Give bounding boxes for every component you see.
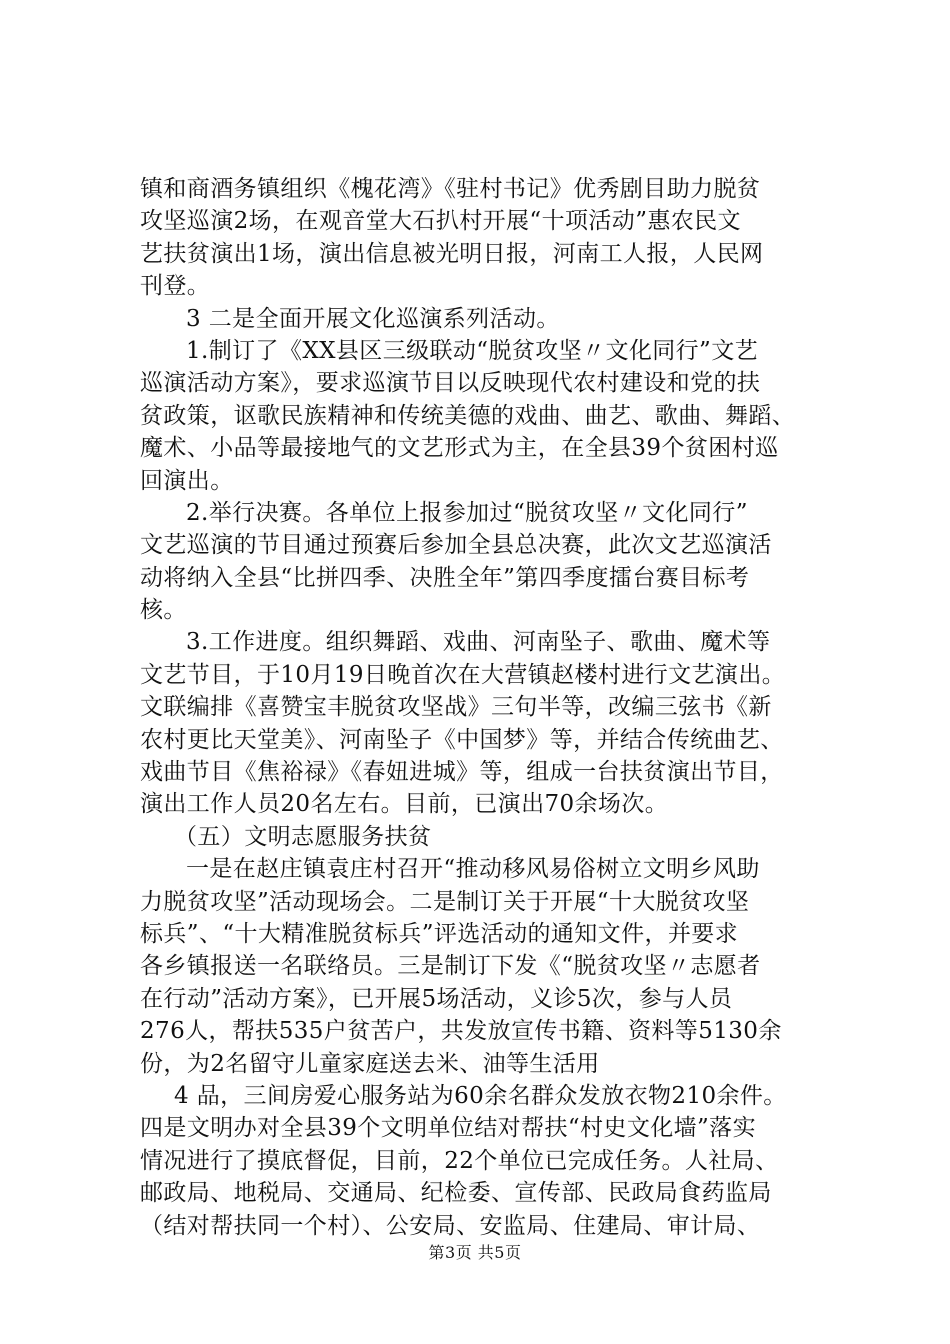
text-line: 1.制订了《XX县区三级联动“脱贫攻坚〃文化同行”文艺 (186, 337, 759, 364)
page-footer: 第3页 共5页 (428, 1243, 522, 1262)
text-line: 一是在赵庄镇袁庄村召开“推动移风易俗树立文明乡风助 (186, 856, 760, 883)
text-line: 文联编排《喜赞宝丰脱贫攻坚战》三句半等，改编三弦书《新 (140, 694, 772, 721)
text-line: 刊登。 (140, 273, 211, 300)
text-line: 276人，帮扶535户贫苦户，共发放宣传书籍、资料等5130余 (140, 1018, 782, 1045)
text-line: （结对帮扶同一个村）、公安局、安监局、住建局、审计局、 (140, 1212, 761, 1239)
text-line: 2.举行决赛。各单位上报参加过“脱贫攻坚〃文化同行” (186, 499, 748, 526)
text-line: 3 二是全面开展文化巡演系列活动。 (186, 305, 560, 332)
text-line: 文艺节目，于10月19日晚首次在大营镇赵楼村进行文艺演出。 (140, 661, 786, 688)
text-line: 核。 (140, 597, 187, 624)
body-text (140, 173, 855, 1242)
text-line: 情况进行了摸底督促，目前，22个单位已完成任务。人社局、 (140, 1147, 779, 1174)
text-line: 动将纳入全县“比拼四季、决胜全年”第四季度擂台赛目标考 (140, 564, 750, 591)
text-line: 镇和商酒务镇组织《槐花湾》《驻村书记》优秀剧目助力脱贫 (140, 176, 761, 202)
text-line: 份，为2名留守儿童家庭送去米、油等生活用 (140, 1050, 600, 1077)
text-line: 艺扶贫演出1场，演出信息被光明日报，河南工人报，人民网 (140, 240, 764, 267)
text-line: 魔术、小品等最接地气的文艺形式为主，在全县39个贫困村巡 (140, 435, 779, 462)
text-line: 文艺巡演的节目通过预赛后参加全县总决赛，此次文艺巡演活 (140, 532, 772, 559)
text-line: 在行动”活动方案》，已开展5场活动，义诊5次，参与人员 (140, 985, 733, 1012)
text-line: 演出工作人员20名左右。目前，已演出70余场次。 (140, 791, 669, 818)
text-line: 3.工作进度。组织舞蹈、戏曲、河南坠子、歌曲、魔术等 (186, 629, 771, 656)
text-line: 回演出。 (140, 467, 234, 494)
text-line: 农村更比天堂美》、河南坠子《中国梦》等，并结合传统曲艺、 (140, 726, 784, 753)
text-line: 力脱贫攻坚”活动现场会。二是制订关于开展“十大脱贫攻坚 (140, 888, 750, 915)
text-line: 攻坚巡演2场，在观音堂大石扒村开展“十项活动”惠农民文 (140, 208, 741, 235)
text-line: 巡演活动方案》，要求巡演节目以反映现代农村建设和党的扶 (140, 370, 761, 397)
text-line: 邮政局、地税局、交通局、纪检委、宣传部、民政局食药监局 (140, 1180, 772, 1207)
text-line: 四是文明办对全县39个文明单位结对帮扶“村史文化墙”落实 (140, 1115, 756, 1142)
text-line: 4 品，三间房爱心服务站为60余名群众发放衣物210余件。 (174, 1082, 787, 1109)
text-line: 戏曲节目《焦裕禄》《春妞进城》等，组成一台扶贫演出节目， (140, 759, 784, 786)
text-line: 贫政策，讴歌民族精神和传统美德的戏曲、曲艺、歌曲、舞蹈、 (140, 402, 796, 429)
text-line: 各乡镇报送一名联络员。三是制订下发《“脱贫攻坚〃志愿者 (140, 953, 761, 980)
text-line: 标兵”、“十大精准脱贫标兵”评选活动的通知文件，并要求 (140, 920, 739, 947)
text-line: （五）文明志愿服务扶贫 (174, 823, 432, 850)
